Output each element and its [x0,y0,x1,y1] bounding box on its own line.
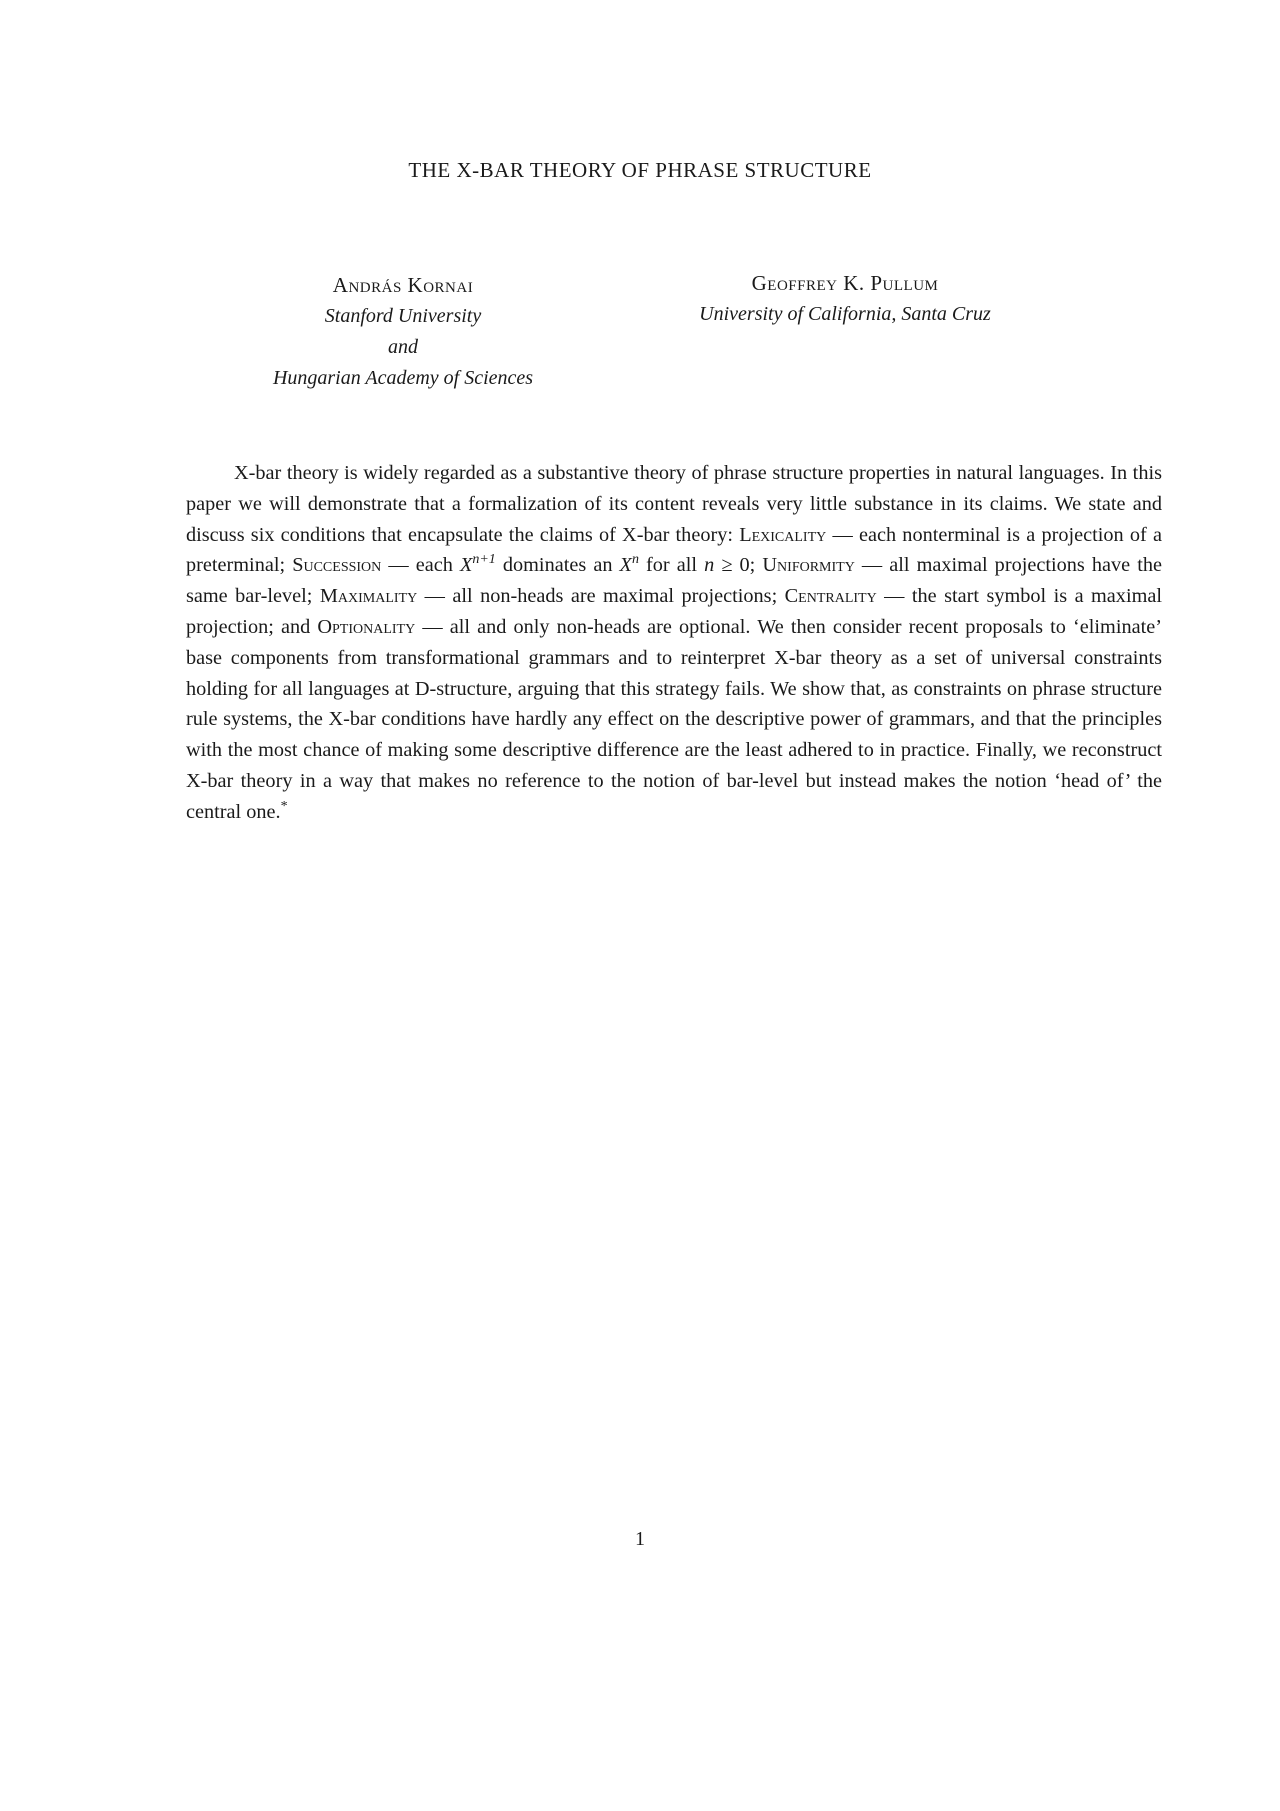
footnote-marker[interactable]: * [280,799,288,814]
math-superscript: n [631,552,639,568]
author-affiliation-line: Hungarian Academy of Sciences [272,367,534,389]
abstract-text: — each nonterminal is a projection of a preterminal; [186,523,1162,577]
term-lexicality: Lexicality [739,523,827,546]
author-name: Geoffrey K. Pullum [751,271,939,295]
abstract-text: — all non-heads are maximal projections; [417,585,785,608]
abstract-text: — all and only non-heads are optional. We then consider recent proposals to ‘eliminate’ base components from transformational grammars and to reinterpret X-bar theory as a set of universal constraints holding for all languages at D-structure, arguing that this strategy fails. We show that, as constraints on phrase structure rule systems, the X-bar conditions have hardly any effect on the descriptive power of grammars, and that the principles with the most chance of making some descriptive difference are the least adhered to in practice. Finally, we reconstruct X-bar theory in a way that makes no reference to the notion of bar-level but instead makes the notion ‘head of’ the central one. [186,615,1162,823]
author-name: András Kornai [332,273,474,297]
term-centrality: Centrality [784,585,877,608]
author-affiliation-line: University of California, Santa Cruz [699,303,991,325]
page-number: 1 [635,1528,645,1550]
author-affiliation-line: Stanford University [324,305,482,327]
abstract-text: — each [381,554,460,577]
math-x: X [619,554,632,577]
abstract-text: X-bar theory is widely regarded as a substantive theory of phrase structure properties in natural languages. In this paper we will demonstrate that a formalization of its content reveals very little substance in its claims. We state and discuss six conditions that encapsulate the claims of X-bar theory: [186,462,1162,546]
term-maximality: Maximality [319,585,418,608]
term-optionality: Optionality [317,615,416,638]
author-block-pullum [650,268,1040,330]
author-affiliation-line: and [388,336,418,358]
abstract [186,458,1162,828]
math-superscript: n+1 [472,552,496,568]
term-uniformity: Uniformity [762,554,855,577]
math-x: X [459,554,473,577]
abstract-text: ≥ 0; [714,554,763,577]
abstract-text: — all maximal projections have the same bar-level; [186,554,1163,608]
term-succession: Succession [292,554,382,577]
paper-title: THE X-BAR THEORY OF PHRASE STRUCTURE [408,158,872,182]
math-n: n [704,554,715,577]
abstract-text: dominates an [495,554,620,577]
author-block-kornai [228,270,578,394]
abstract-text: — the start symbol is a maximal projection; and [186,585,1162,638]
abstract-text: for all [638,554,705,577]
